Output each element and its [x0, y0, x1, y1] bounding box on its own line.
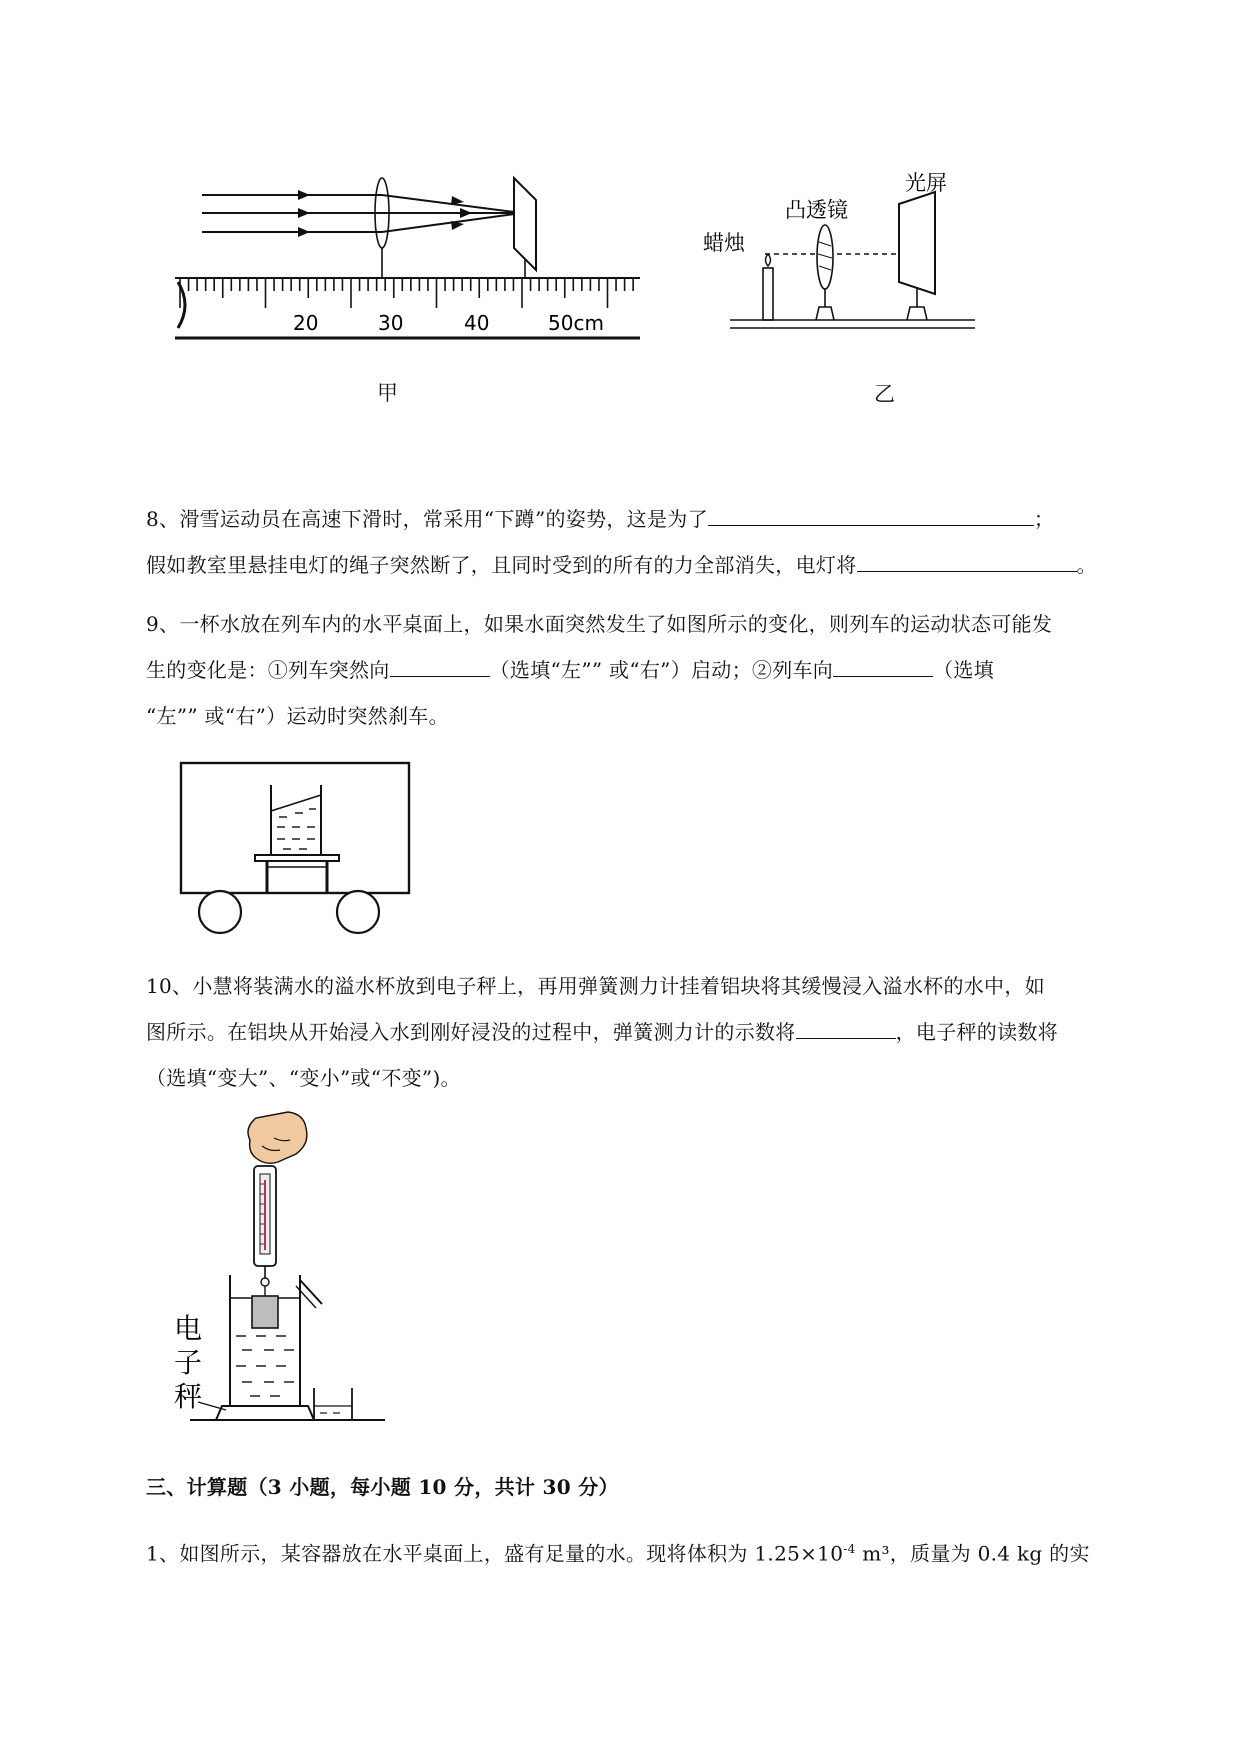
figure-yi-caption: 乙 — [874, 382, 895, 406]
figure-jia-caption: 甲 — [377, 381, 398, 405]
question-8-line-2: 假如教室里悬挂电灯的绳子突然断了，且同时受到的所有的力全部消失，电灯将 。 — [146, 546, 1146, 584]
question-10-line-1: 10、小慧将装满水的溢水杯放到电子秤上，再用弹簧测力计挂着铝块将其缓慢浸入溢水杯的水中，如 — [146, 974, 1045, 998]
label-lens: 凸透镜 — [785, 198, 848, 222]
question-8 — [146, 500, 1146, 584]
ruler-label-20: 20 — [293, 311, 319, 335]
calc-question-1: 1、如图所示，某容器放在水平桌面上，盛有足量的水。现将体积为 $1.25\times 10^{-4}$ m³，质量为 0.4 kg 的实 — [146, 1541, 1090, 1566]
ruler-label-50cm: 50cm — [548, 311, 604, 335]
answer-blank-9-1[interactable] — [390, 652, 490, 677]
label-scale-char-3: 秤 — [174, 1380, 203, 1413]
section-3-title: 三、计算题（3 小题，每小题 10 分，共计 30 分） — [146, 1475, 619, 1499]
label-scale-char-2: 子 — [174, 1346, 203, 1379]
question-9-line-1: 9、一杯水放在列车内的水平桌面上，如果水面突然发生了如图所示的变化，则列车的运动状态可能发 — [146, 612, 1053, 636]
ruler-label-30: 30 — [378, 311, 404, 335]
answer-blank-9-2[interactable] — [833, 652, 933, 677]
figure-spring-scale-overflow-cup — [170, 1110, 400, 1430]
label-screen: 光屏 — [905, 171, 947, 195]
label-candle: 蜡烛 — [703, 231, 745, 255]
answer-blank-8-2[interactable] — [857, 547, 1077, 572]
question-9-line-3: “左”” 或“右”）运动时突然刹车。 — [146, 704, 449, 728]
question-8-line-1: 8、滑雪运动员在高速下滑时，常采用“下蹲”的姿势，这是为了 ； — [146, 500, 1146, 538]
question-9-line-2: 生的变化是：①列车突然向 （选填“左”” 或“右”）启动；②列车向 （选填 — [146, 651, 1146, 689]
figure-train-car — [175, 755, 415, 935]
question-10 — [146, 967, 1146, 1097]
label-scale-char-1: 电 — [174, 1312, 203, 1345]
question-10-line-2: 图所示。在铝块从开始浸入水到刚好浸没的过程中，弹簧测力计的示数将 ，电子秤的读数将 — [146, 1013, 1146, 1051]
answer-blank-8-1[interactable] — [708, 501, 1034, 526]
ruler-label-40: 40 — [464, 311, 490, 335]
figure-yi-optics-setup — [695, 162, 1005, 342]
hand-icon — [248, 1112, 307, 1163]
question-9 — [146, 605, 1146, 735]
question-10-line-3: （选填“变大”、“变小”或“不变”)。 — [146, 1066, 461, 1090]
figure-jia-lens-bench — [170, 170, 650, 350]
answer-blank-10-1[interactable] — [796, 1014, 896, 1039]
